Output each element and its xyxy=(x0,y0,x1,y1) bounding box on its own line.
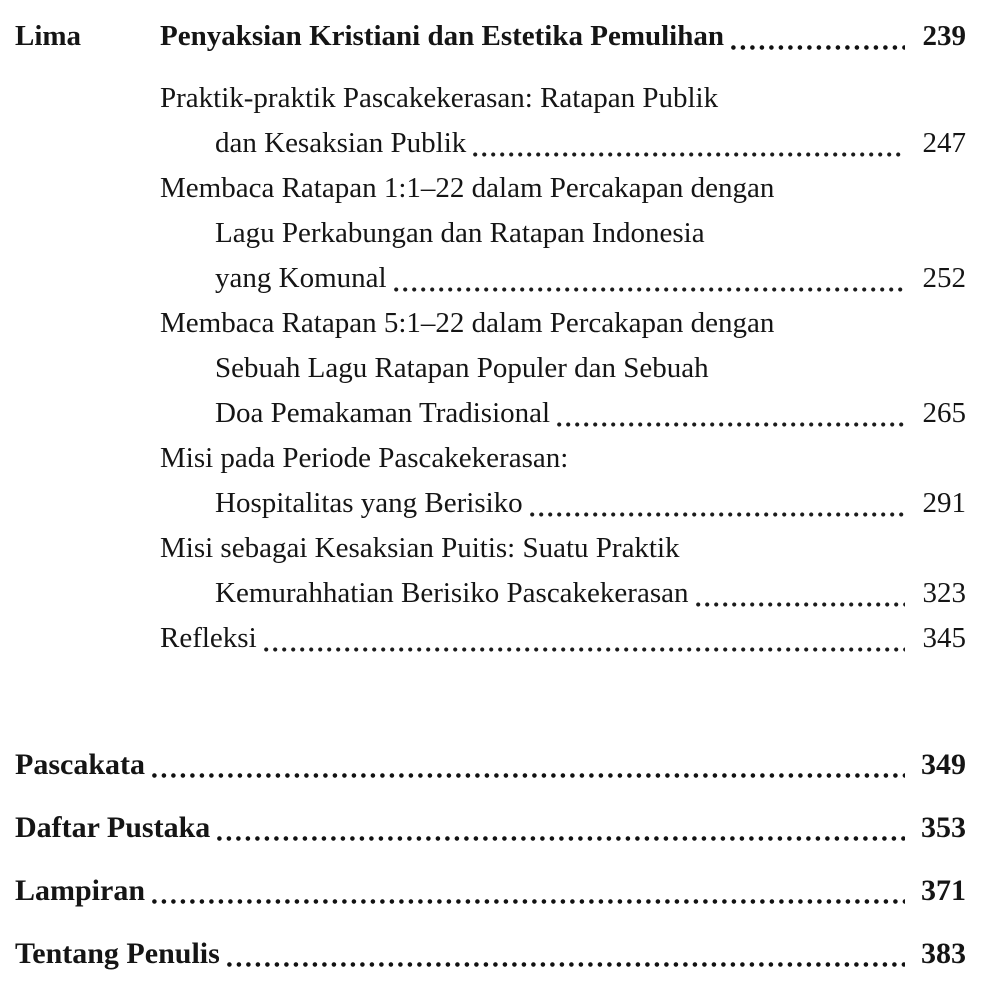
toc-line xyxy=(160,166,966,211)
toc-page-number: 247 xyxy=(922,127,966,159)
chapter-page-number: 239 xyxy=(922,20,966,52)
back-matter-page-number: 371 xyxy=(921,874,966,907)
toc-line xyxy=(160,301,966,346)
dot-leader xyxy=(227,962,905,967)
back-matter-row xyxy=(15,868,966,913)
toc-entry-text: Doa Pemakaman Tradisional xyxy=(215,397,551,429)
dot-leader xyxy=(217,836,905,841)
back-matter-block xyxy=(15,742,966,976)
back-matter-title: Pascakata xyxy=(15,748,145,781)
chapter-row xyxy=(15,14,966,59)
toc-page-number: 252 xyxy=(922,262,966,294)
toc-page-number: 265 xyxy=(922,397,966,429)
toc-line xyxy=(160,211,966,256)
back-matter-page-number: 383 xyxy=(921,937,966,970)
toc-entry-text: Hospitalitas yang Berisiko xyxy=(215,487,523,519)
back-matter-title: Daftar Pustaka xyxy=(15,811,211,844)
toc-page-number: 323 xyxy=(922,577,966,609)
dot-leader xyxy=(731,45,905,50)
dot-leader xyxy=(696,602,906,607)
back-matter-title: Lampiran xyxy=(15,874,146,907)
back-matter-row xyxy=(15,931,966,976)
toc-entries-block xyxy=(15,76,966,661)
toc-entry-text: Misi sebagai Kesaksian Puitis: Suatu Praktik xyxy=(160,532,680,564)
dot-leader xyxy=(152,773,905,778)
back-matter-row xyxy=(15,805,966,850)
toc-line xyxy=(160,571,966,616)
dot-leader xyxy=(264,647,905,652)
toc-line xyxy=(160,121,966,166)
toc-entry-text: Refleksi xyxy=(160,622,257,654)
toc-line xyxy=(160,526,966,571)
back-matter-row xyxy=(15,742,966,787)
chapter-title: Penyaksian Kristiani dan Estetika Pemulihan xyxy=(160,20,724,52)
dot-leader xyxy=(152,899,905,904)
toc-entry-text: Membaca Ratapan 1:1–22 dalam Percakapan dengan xyxy=(160,172,775,204)
toc-line xyxy=(160,256,966,301)
back-matter-page-number: 349 xyxy=(921,748,966,781)
dot-leader xyxy=(530,512,905,517)
toc-line xyxy=(160,616,966,661)
toc-page-number: 345 xyxy=(922,622,966,654)
toc-entry-text: dan Kesaksian Publik xyxy=(215,127,467,159)
toc-line xyxy=(160,436,966,481)
toc-entry-text: Praktik-praktik Pascakekerasan: Ratapan Publik xyxy=(160,82,719,114)
toc-line xyxy=(160,76,966,121)
chapter-number-label: Lima xyxy=(15,20,82,52)
dot-leader xyxy=(394,287,905,292)
toc-line xyxy=(160,481,966,526)
toc-entry-text: Lagu Perkabungan dan Ratapan Indonesia xyxy=(215,217,705,249)
toc-page-number: 291 xyxy=(922,487,966,519)
toc-entry-text: Kemurahhatian Berisiko Pascakekerasan xyxy=(215,577,689,609)
toc-entry-text: Misi pada Periode Pascakekerasan: xyxy=(160,442,569,474)
toc-line xyxy=(160,391,966,436)
back-matter-page-number: 353 xyxy=(921,811,966,844)
toc-entry-text: Membaca Ratapan 5:1–22 dalam Percakapan dengan xyxy=(160,307,775,339)
back-matter-title: Tentang Penulis xyxy=(15,937,220,970)
toc-entry-text: yang Komunal xyxy=(215,262,387,294)
dot-leader xyxy=(473,152,905,157)
toc-entry-text: Sebuah Lagu Ratapan Populer dan Sebuah xyxy=(215,352,709,384)
dot-leader xyxy=(557,422,905,427)
toc-line xyxy=(160,346,966,391)
